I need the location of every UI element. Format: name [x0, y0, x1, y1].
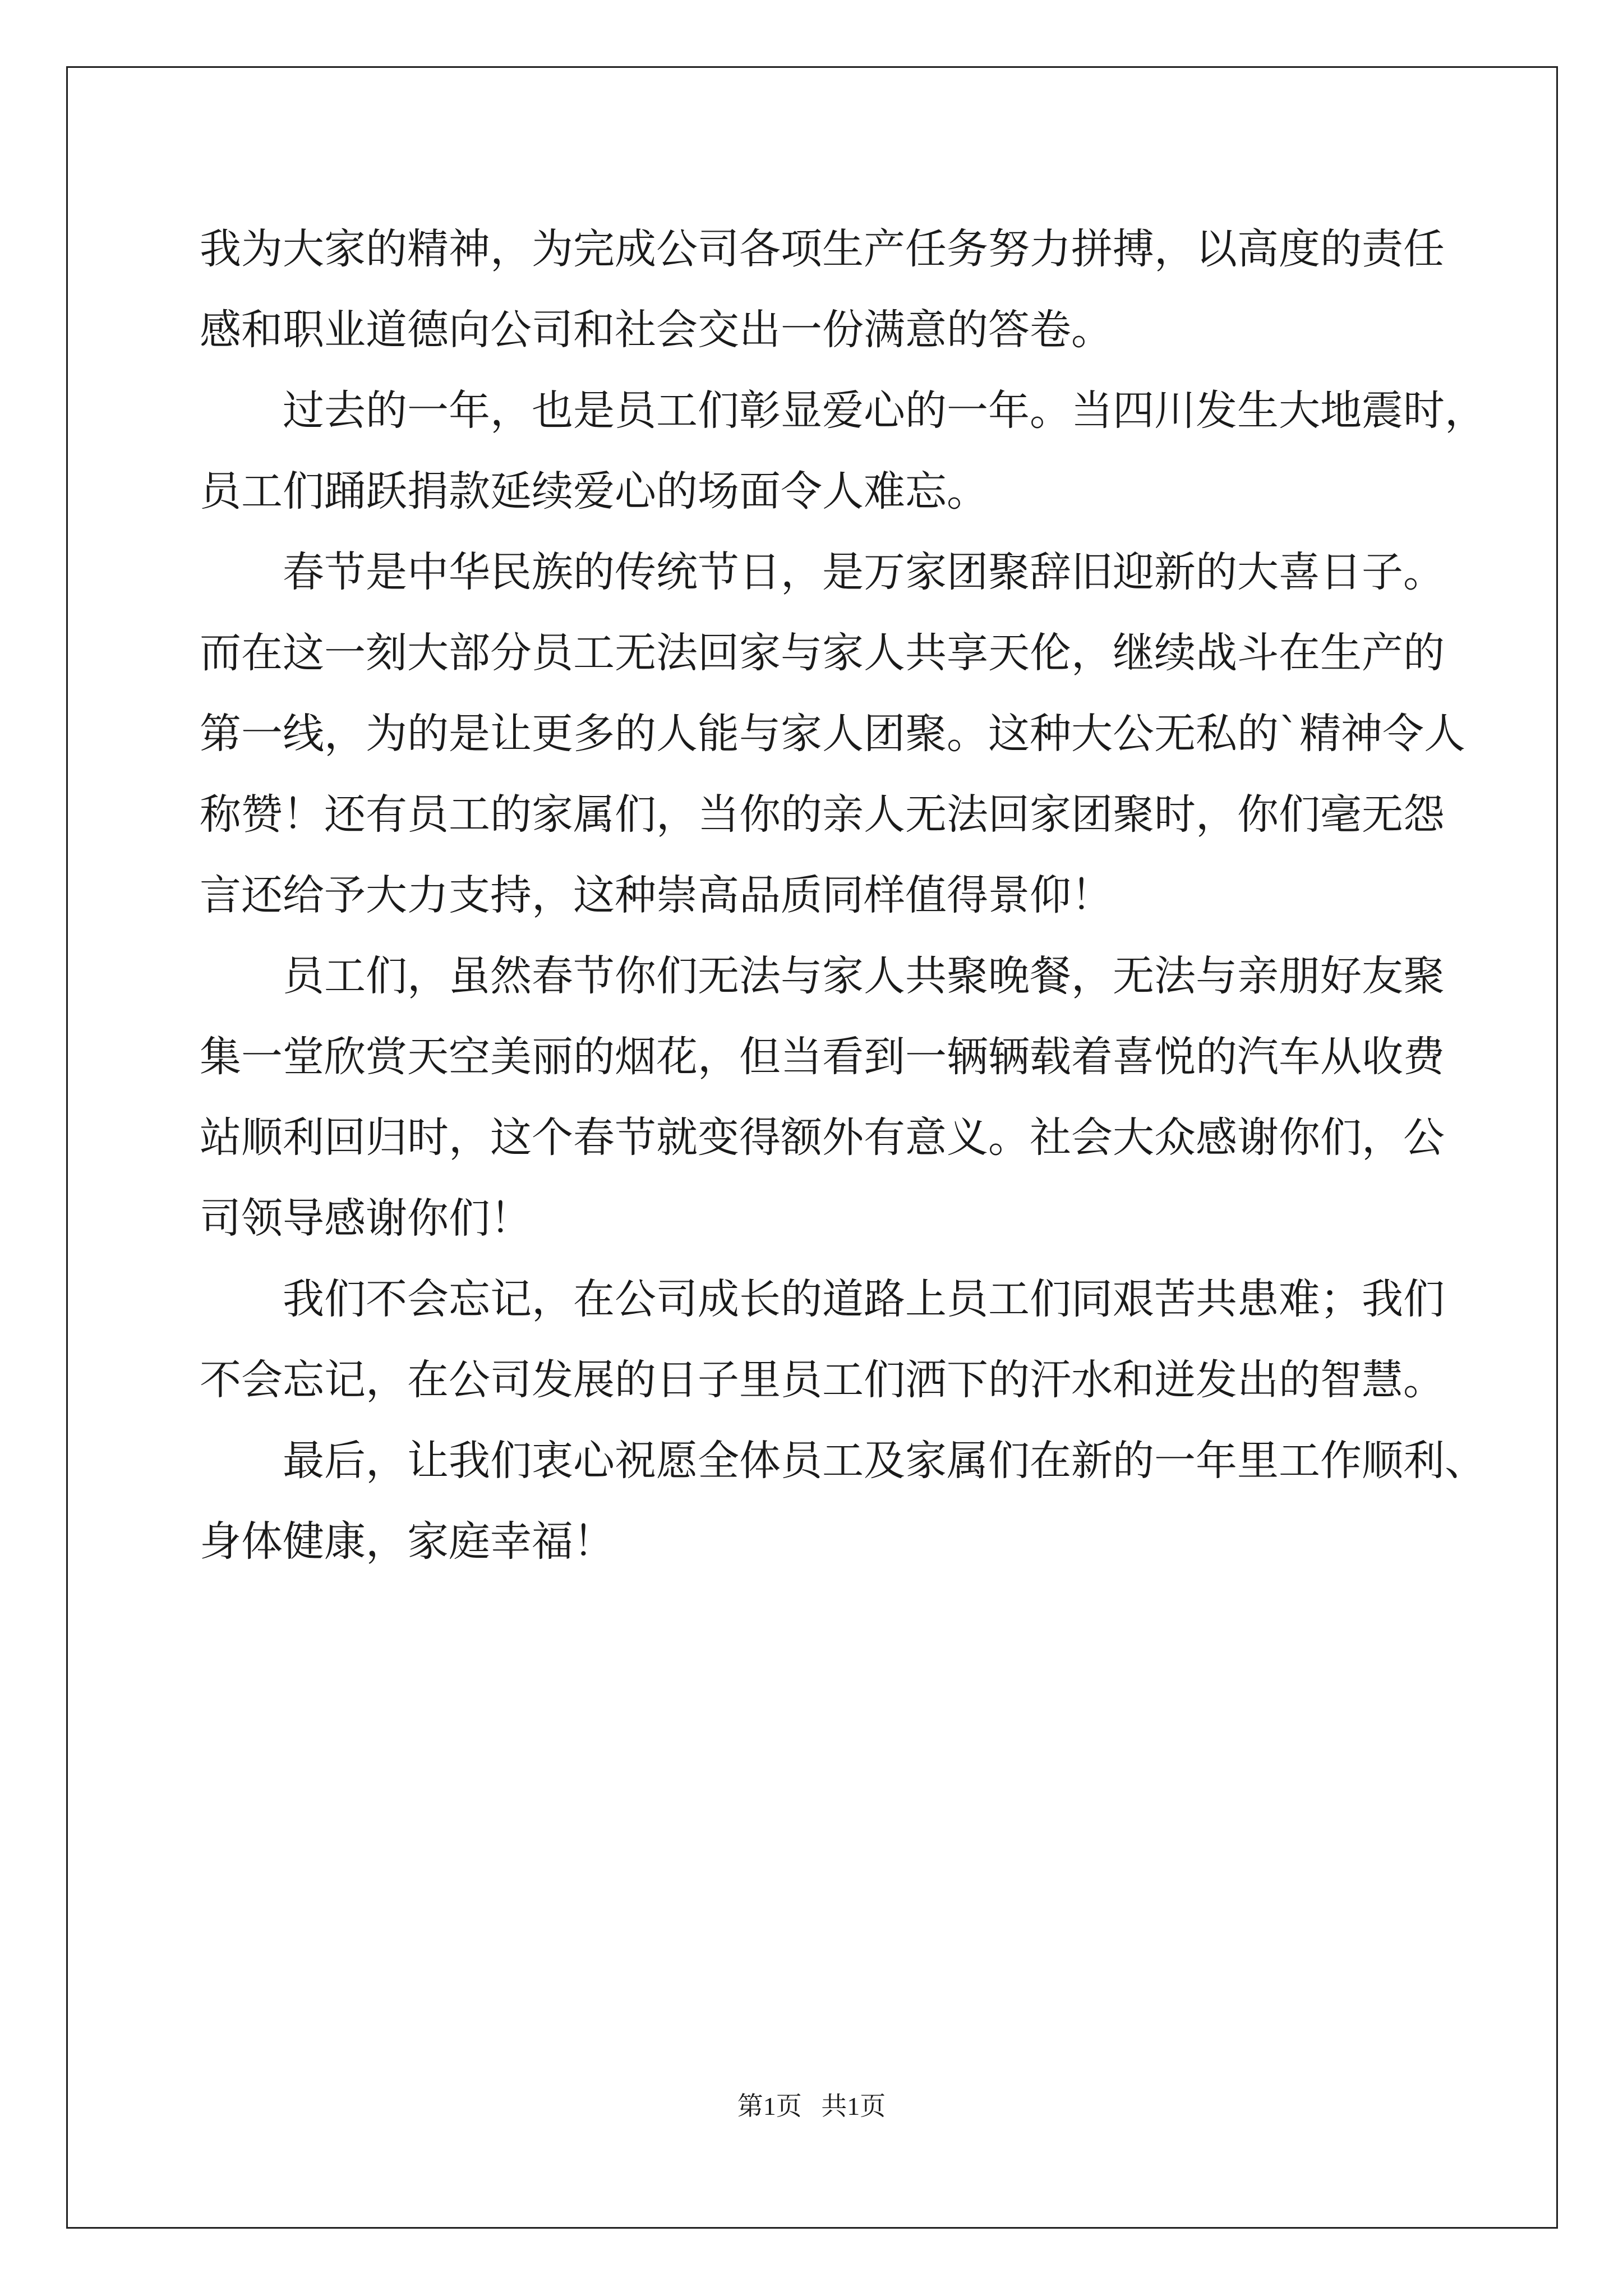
text-line: 员工们，虽然春节你们无法与家人共聚晚餐，无法与亲朋好友聚 — [283, 952, 1445, 1000]
text-line: 春节是中华民族的传统节日，是万家团聚辞旧迎新的大喜日子。 — [283, 548, 1445, 596]
text-line: 站顺利回归时，这个春节就变得额外有意义。社会大众感谢你们，公 — [200, 1114, 1445, 1162]
text-line: 司领导感谢你们！ — [200, 1194, 532, 1243]
document-body — [200, 209, 1484, 1582]
text-line: 第一线，为的是让更多的人能与家人团聚。这种大公无私的`精神令人 — [200, 710, 1465, 758]
text-line: 不会忘记，在公司发展的日子里员工们洒下的汗水和迸发出的智慧。 — [200, 1356, 1445, 1404]
text-line: 我为大家的精神，为完成公司各项生产任务努力拼搏，以高度的责任 — [200, 225, 1445, 273]
text-line: 言还给予大力支持，这种崇高品质同样值得景仰！ — [200, 871, 1113, 919]
text-line: 身体健康，家庭幸福！ — [200, 1517, 615, 1566]
page-footer — [0, 2090, 1623, 2123]
text-line: 称赞！还有员工的家属们，当你的亲人无法回家团聚时，你们毫无怨 — [200, 790, 1445, 839]
text-line: 感和职业道德向公司和社会交出一份满意的答卷。 — [200, 306, 1113, 354]
text-line: 我们不会忘记，在公司成长的道路上员工们同艰苦共患难；我们 — [283, 1275, 1445, 1323]
text-line: 而在这一刻大部分员工无法回家与家人共享天伦，继续战斗在生产的 — [200, 629, 1445, 677]
text-line: 集一堂欣赏天空美丽的烟花，但当看到一辆辆载着喜悦的汽车从收费 — [200, 1033, 1445, 1081]
text-line: 过去的一年，也是员工们彰显爱心的一年。当四川发生大地震时， — [283, 386, 1486, 435]
text-line: 员工们踊跃捐款延续爱心的场面令人难忘。 — [200, 467, 988, 516]
text-line: 最后，让我们衷心祝愿全体员工及家属们在新的一年里工作顺利、 — [283, 1437, 1486, 1485]
page-number: 第1页 — [737, 2092, 802, 2120]
page-total: 共1页 — [821, 2092, 886, 2120]
